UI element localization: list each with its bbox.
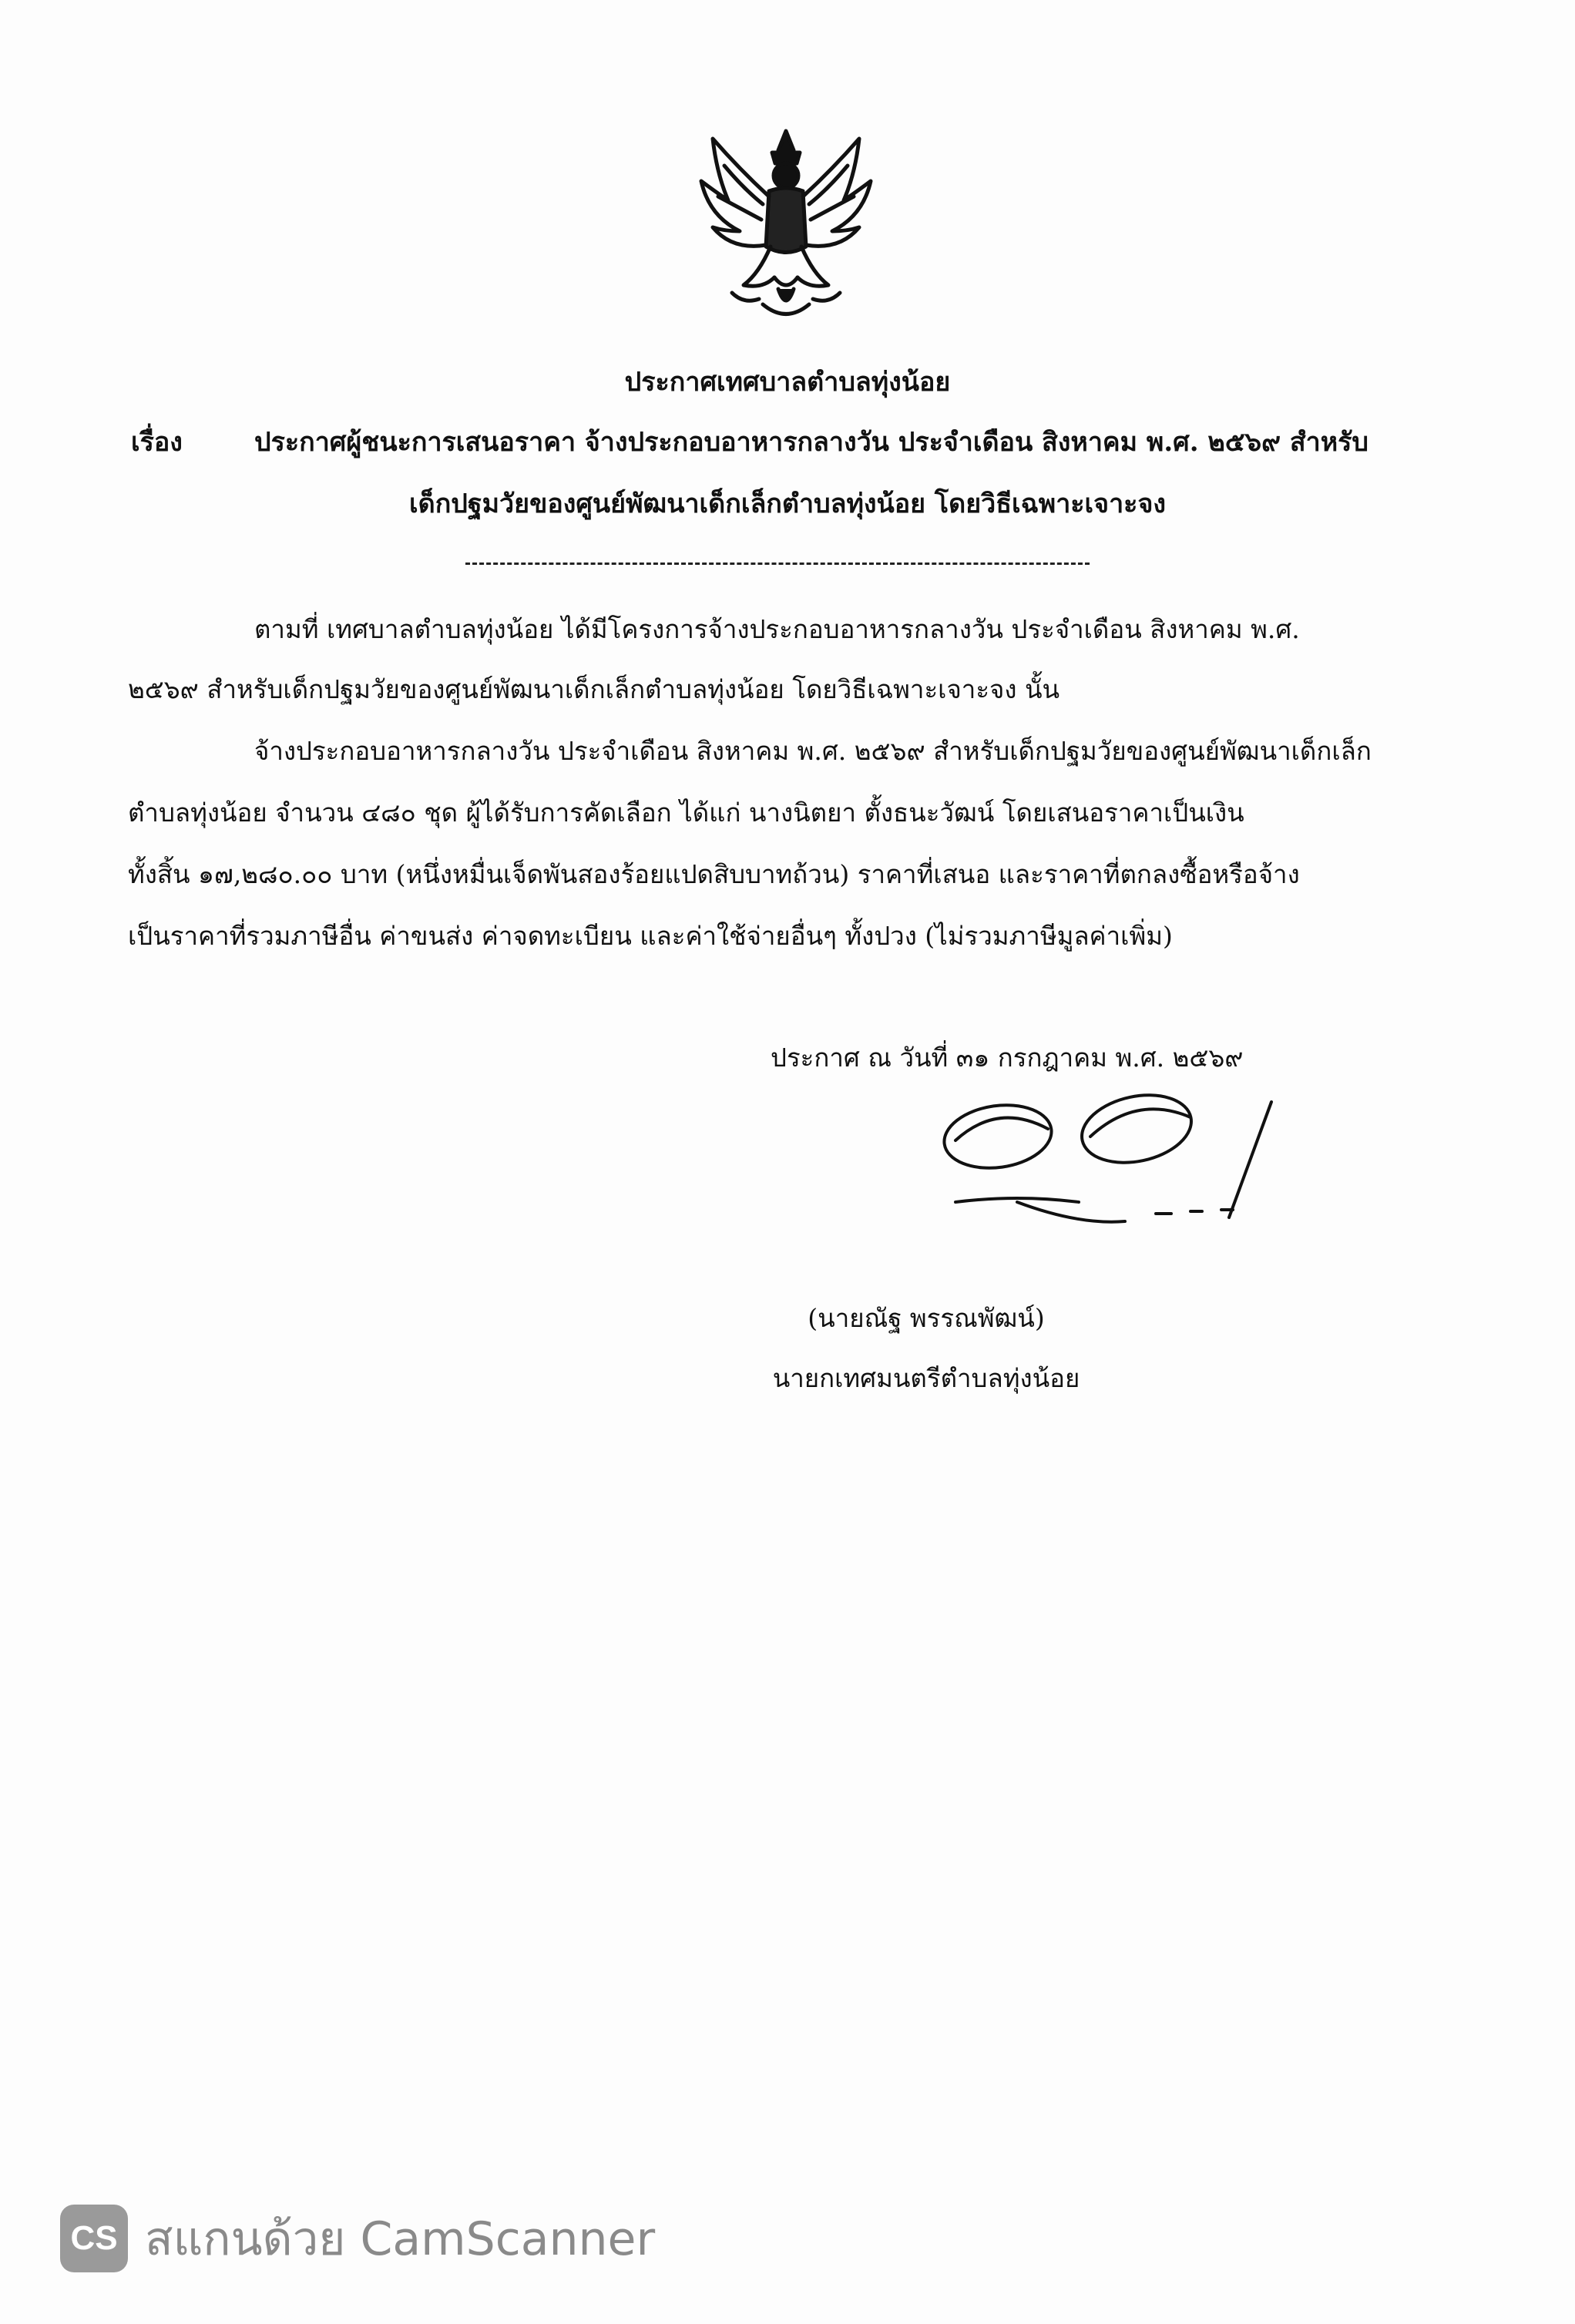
- subject-line-1: ประกาศผู้ชนะการเสนอราคา จ้างประกอบอาหารกลางวัน ประจำเดือน สิงหาคม พ.ศ. ๒๕๖๙ สำหรับ: [254, 427, 1368, 458]
- body-paragraph-1-line-1: ตามที่ เทศบาลตำบลทุ่งน้อย ได้มีโครงการจ้างประกอบอาหารกลางวัน ประจำเดือน สิงหาคม พ.ศ.: [254, 614, 1300, 644]
- signer-name: (นายณัฐ พรรณพัฒน์): [808, 1303, 1045, 1333]
- body-paragraph-2-line-4: เป็นราคาที่รวมภาษีอื่น ค่าขนส่ง ค่าจดทะเบียน และค่าใช้จ่ายอื่นๆ ทั้งปวง (ไม่รวมภาษีมูลค่าเพิ่ม): [128, 921, 1173, 951]
- subject-label: เรื่อง: [131, 427, 183, 458]
- camscanner-watermark: [60, 2204, 655, 2273]
- separator-dashed-line: [465, 563, 1090, 565]
- body-paragraph-2-line-2: ตำบลทุ่งน้อย จำนวน ๔๘๐ ชุด ผู้ได้รับการคัดเลือก ได้แก่ นางนิตยา ตั้งธนะวัฒน์ โดยเสนอราคาเป็นเงิน: [128, 798, 1244, 828]
- watermark-text: สแกนด้วย CamScanner: [145, 2211, 656, 2266]
- announcement-date: ประกาศ ณ วันที่ ๓๑ กรกฎาคม พ.ศ. ๒๕๖๙: [771, 1043, 1244, 1073]
- camscanner-logo-icon: CS: [60, 2205, 128, 2272]
- body-paragraph-2-line-3: ทั้งสิ้น ๑๗,๒๘๐.๐๐ บาท (หนึ่งหมื่นเจ็ดพันสองร้อยแปดสิบบาทถ้วน) ราคาที่เสนอ และราคาที่ตกลงซื้อหรือจ้าง: [128, 859, 1300, 889]
- handwritten-signature: [925, 1086, 1295, 1233]
- subject-line-2: เด็กปฐมวัยของศูนย์พัฒนาเด็กเล็กตำบลทุ่งน้อย โดยวิธีเฉพาะเจาะจง: [409, 489, 1166, 519]
- body-paragraph-2-line-1: จ้างประกอบอาหารกลางวัน ประจำเดือน สิงหาคม พ.ศ. ๒๕๖๙ สำหรับเด็กปฐมวัยของศูนย์พัฒนาเด็กเล็ก: [254, 736, 1372, 766]
- garuda-emblem-icon: [670, 116, 902, 347]
- signer-position: นายกเทศมนตรีตำบลทุ่งน้อย: [772, 1363, 1080, 1393]
- body-paragraph-1-line-2: ๒๕๖๙ สำหรับเด็กปฐมวัยของศูนย์พัฒนาเด็กเล็กตำบลทุ่งน้อย โดยวิธีเฉพาะเจาะจง นั้น: [128, 674, 1060, 704]
- document-title: ประกาศเทศบาลตำบลทุ่งน้อย: [624, 367, 951, 398]
